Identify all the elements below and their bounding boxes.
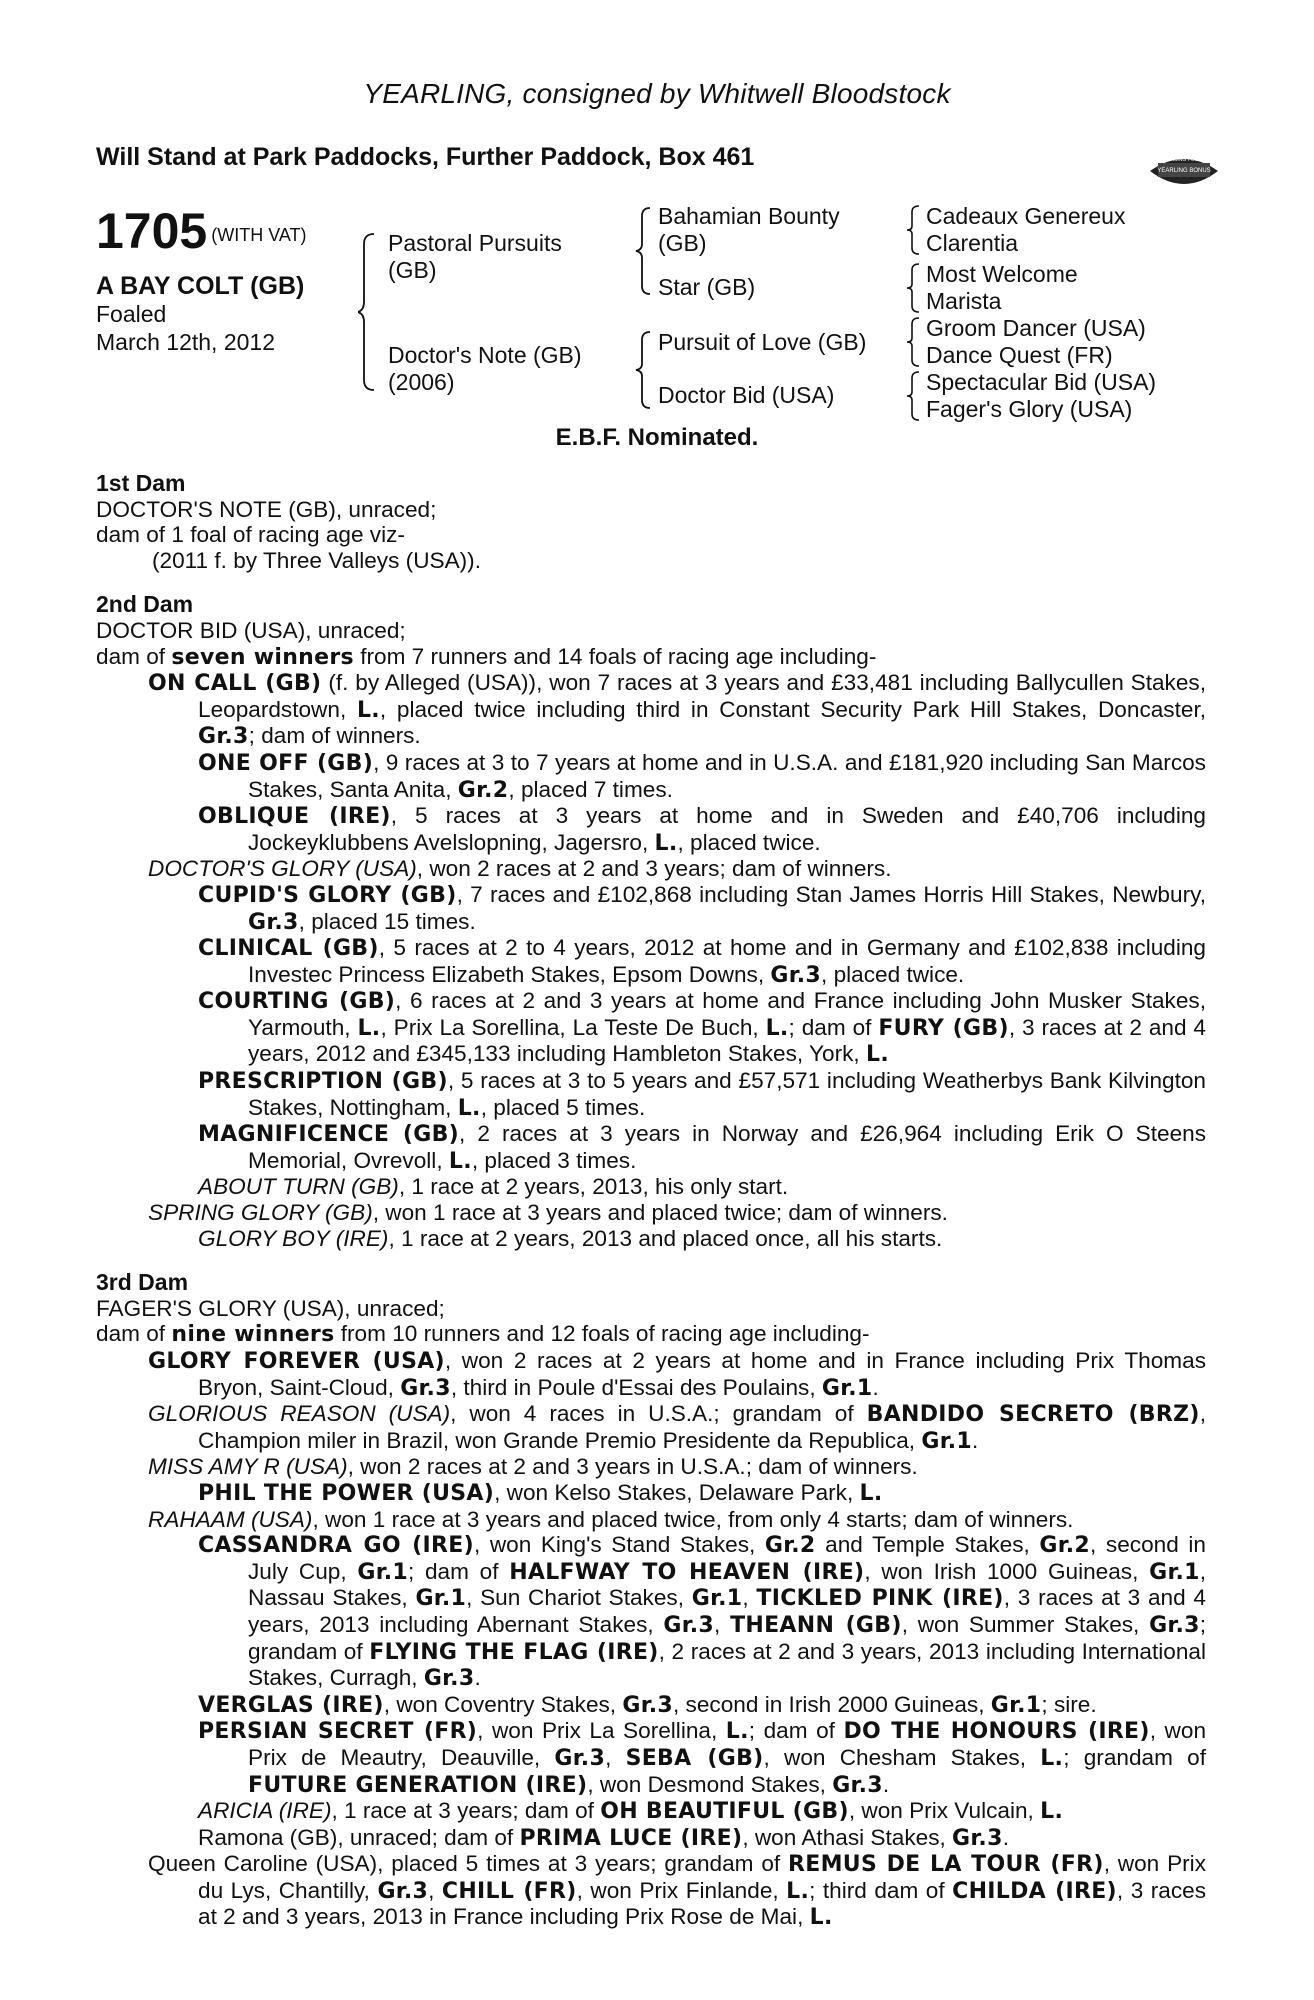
produce-entry: ABOUT TURN (GB), 1 race at 2 years, 2013, his only start. (198, 1174, 789, 1200)
produce-entry: PRESCRIPTION (GB), 5 races at 3 to 5 years and £57,571 including Weatherbys Bank Kilvington Stakes, Nottingham, L., placed 5 times. (198, 1068, 1206, 1121)
sss-name: Cadeaux Genereux (926, 203, 1126, 229)
pedigree-gen3-d (926, 369, 1156, 423)
second-dam-name: DOCTOR BID (USA), unraced; (96, 617, 406, 643)
produce-entry: DOCTOR'S GLORY (USA), won 2 races at 2 and 3 years; dam of winners. (148, 856, 892, 882)
dds-name: Spectacular Bid (USA) (926, 369, 1157, 395)
produce-entry: OBLIQUE (IRE), 5 races at 3 years at home and in Sweden and £40,706 including Jockeyklubbens Avelslopning, Jagersro, L., placed twice. (198, 803, 1207, 856)
produce-entry: MAGNIFICENCE (GB), 2 races at 3 years in Norway and £26,964 including Erik O Steens Memorial, Ovrevoll, L., placed 3 times. (198, 1121, 1206, 1174)
sire-sire-origin: (GB) (658, 230, 707, 256)
produce-entry: PHIL THE POWER (USA), won Kelso Stakes, Delaware Park, L. (198, 1479, 883, 1506)
pedigree-brace-sire (634, 206, 654, 296)
pedigree-brace-dam (634, 330, 654, 410)
vat-note: (WITH VAT) (211, 224, 307, 245)
lot-number: 1705 (96, 203, 208, 259)
foaled-info (96, 300, 275, 356)
produce-entry: Ramona (GB), unraced; dam of PRIMA LUCE (IRE), won Athasi Stakes, Gr.3. (198, 1824, 1009, 1851)
pedigree-ss (658, 203, 840, 257)
third-dam-name: FAGER'S GLORY (USA), unraced; (96, 1295, 445, 1321)
pedigree-gen3-a (926, 203, 1125, 257)
sdd-name: Marista (926, 288, 1002, 314)
sds-name: Most Welcome (926, 261, 1078, 287)
sire-sire-name: Bahamian Bounty (658, 203, 840, 229)
pedigree-brace-3b (906, 262, 922, 314)
first-dam-heading: 1st Dam (96, 470, 186, 496)
second-dam-record: dam of seven winners from 7 runners and 14 foals of racing age including- (96, 643, 877, 670)
stand-location: Will Stand at Park Paddocks, Further Paddock, Box 461 (96, 143, 755, 171)
produce-entry: MISS AMY R (USA), won 2 races at 2 and 3 years in U.S.A.; dam of winners. (148, 1454, 918, 1480)
first-dam-foal: (2011 f. by Three Valleys (USA)). (152, 547, 481, 573)
pedigree-dd: Doctor Bid (USA) (658, 382, 835, 408)
pedigree-brace-3d (906, 370, 922, 422)
dsd-name: Dance Quest (FR) (926, 342, 1113, 368)
produce-entry: GLORY BOY (IRE), 1 race at 2 years, 2013 and placed once, all his starts. (198, 1225, 943, 1251)
sire-name: Pastoral Pursuits (388, 230, 562, 256)
first-dam-line: dam of 1 foal of racing age viz- (96, 522, 405, 548)
yearling-bonus-badge (1144, 145, 1224, 199)
ssd-name: Clarentia (926, 230, 1019, 256)
lot-number-row (96, 203, 307, 260)
ebf-nominated: E.B.F. Nominated. (555, 424, 759, 451)
ddd-name: Fager's Glory (USA) (926, 396, 1133, 422)
produce-entry: Queen Caroline (USA), placed 5 times at 3 years; grandam of REMUS DE LA TOUR (FR), won Prix du Lys, Chantilly, Gr.3, CHILL (FR), won Prix Finlande, L.; third dam of CHILDA (IRE), 3 races at 2 and 3 years, 2013 in France including Prix Rose de Mai, L. (148, 1851, 1206, 1931)
dam-year: (2006) (388, 369, 455, 395)
second-dam-heading: 2nd Dam (96, 591, 194, 618)
pedigree-sd: Star (GB) (658, 274, 756, 300)
produce-entry: ONE OFF (GB), 9 races at 3 to 7 years at home and in U.S.A. and £181,920 including San Marcos Stakes, Santa Anita, Gr.2, placed 7 times. (198, 749, 1206, 803)
badge-line1: RACING POST (1166, 157, 1202, 163)
produce-entry: SPRING GLORY (GB), won 1 race at 3 years and placed twice; dam of winners. (148, 1200, 948, 1226)
produce-entry: GLORIOUS REASON (USA), won 4 races in U.S.A.; grandam of BANDIDO SECRETO (BRZ), Champion miler in Brazil, won Grande Premio Presidente da Republica, Gr.1. (148, 1401, 1206, 1454)
produce-entry: CUPID'S GLORY (GB), 7 races and £102,868 including Stan James Horris Hill Stakes, Newbury, Gr.3, placed 15 times. (198, 881, 1206, 935)
pedigree-sire (388, 230, 562, 284)
produce-entry: PERSIAN SECRET (FR), won Prix La Sorellina, L.; dam of DO THE HONOURS (IRE), won Prix de Meautry, Deauville, Gr.3, SEBA (GB), won Chesham Stakes, L.; grandam of FUTURE GENERATION (IRE), won Desmond Stakes, Gr.3. (198, 1718, 1207, 1798)
pedigree-gen3-c (926, 315, 1146, 369)
sire-origin: (GB) (388, 257, 437, 283)
foaled-date: March 12th, 2012 (96, 329, 276, 355)
dss-name: Groom Dancer (USA) (926, 315, 1146, 341)
produce-entry: ARICIA (IRE), 1 race at 3 years; dam of OH BEAUTIFUL (GB), won Prix Vulcain, L. (198, 1798, 1064, 1825)
pedigree-brace-3a (906, 204, 922, 256)
pedigree-brace-main (358, 232, 378, 392)
pedigree-brace-3c (906, 316, 922, 368)
third-dam-record: dam of nine winners from 10 runners and 12 foals of racing age including- (96, 1321, 870, 1348)
pedigree-gen3-b (926, 261, 1078, 315)
foaled-label: Foaled (96, 301, 167, 327)
produce-entry: COURTING (GB), 6 races at 2 and 3 years at home and France including John Musker Stakes, Yarmouth, L., Prix La Sorellina, La Teste De Buch, L.; dam of FURY (GB), 3 races at 2 and 4 years, 2012 and £345,133 including Hambleton Stakes, York, L. (198, 988, 1206, 1068)
produce-entry: VERGLAS (IRE), won Coventry Stakes, Gr.3, second in Irish 2000 Guineas, Gr.1; sire. (198, 1691, 1097, 1718)
produce-entry: CASSANDRA GO (IRE), won King's Stand Stakes, Gr.2 and Temple Stakes, Gr.2, second in July Cup, Gr.1; dam of HALFWAY TO HEAVEN (IRE), won Irish 1000 Guineas, Gr.1, Nassau Stakes, Gr.1, Sun Chariot Stakes, Gr.1, TICKLED PINK (IRE), 3 races at 3 and 4 years, 2013 including Abernant Stakes, Gr.3, THEANN (GB), won Summer Stakes, Gr.3; grandam of FLYING THE FLAG (IRE), 2 races at 2 and 3 years, 2013 including International Stakes, Curragh, Gr.3. (198, 1532, 1207, 1692)
pedigree-dam (388, 342, 582, 396)
produce-entry: CLINICAL (GB), 5 races at 2 to 4 years, 2012 at home and in Germany and £102,838 including Investec Princess Elizabeth Stakes, Epsom Downs, Gr.3, placed twice. (198, 935, 1206, 988)
produce-entry: GLORY FOREVER (USA), won 2 races at 2 years at home and in France including Prix Thomas Bryon, Saint-Cloud, Gr.3, third in Poule d'Essai des Poulains, Gr.1. (148, 1348, 1206, 1401)
dam-name: Doctor's Note (GB) (388, 342, 582, 368)
badge-amount: £10,000 (1173, 185, 1195, 191)
produce-entry: RAHAAM (USA), won 1 race at 3 years and placed twice, from only 4 starts; dam of winners. (148, 1506, 1074, 1532)
badge-line2: YEARLING BONUS (1157, 168, 1211, 174)
pedigree-ds: Pursuit of Love (GB) (658, 329, 867, 355)
first-dam-line: DOCTOR'S NOTE (GB), unraced; (96, 496, 437, 522)
third-dam-heading: 3rd Dam (96, 1269, 189, 1296)
consignment-header: YEARLING, consigned by Whitwell Bloodstock (363, 78, 951, 109)
pedigree-notes (96, 471, 1206, 1931)
lot-description: A BAY COLT (GB) (96, 272, 305, 300)
produce-entry: ON CALL (GB) (f. by Alleged (USA)), won 7 races at 3 years and £33,481 including Ballycullen Stakes, Leopardstown, L., placed twice including third in Constant Security Park Hill Stakes, Doncaster, Gr.3; dam of winners. (148, 670, 1206, 750)
